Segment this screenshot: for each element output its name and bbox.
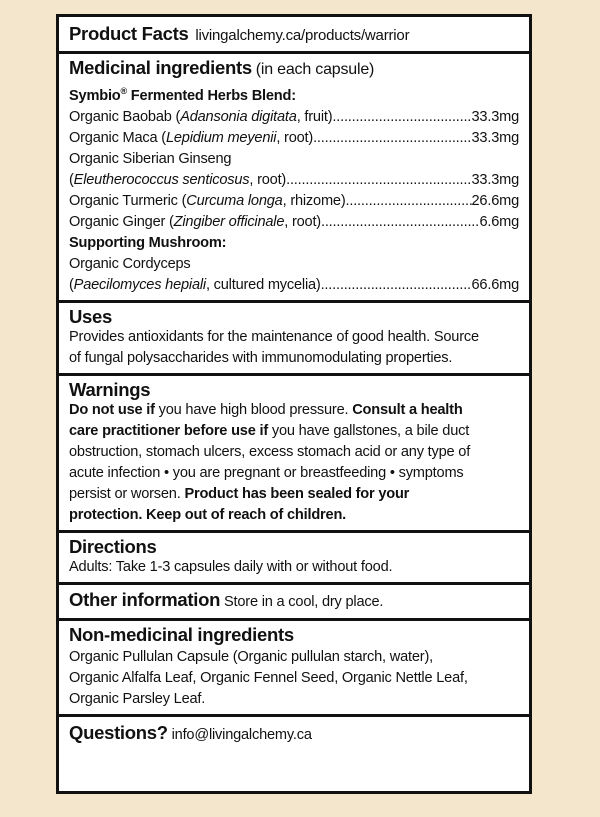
ingredient-name: ( <box>69 276 74 293</box>
leader-dots <box>345 191 471 212</box>
product-facts-label <box>56 14 532 794</box>
ingredient-amount: 66.6mg <box>471 276 519 293</box>
ingredient-row <box>69 128 519 149</box>
warning-bold: Consult a health <box>352 401 463 418</box>
ingredient-latin: Paecilomyces hepiali <box>73 276 206 293</box>
non-medicinal-line: Organic Parsley Leaf. <box>69 690 206 707</box>
uses-heading: Uses <box>69 305 113 327</box>
ingredient-amount: 26.6mg <box>471 192 519 209</box>
other-information-section <box>59 585 529 621</box>
warning-line: acute infection • you are pregnant or breastfeeding • symptoms <box>69 464 464 481</box>
product-url: livingalchemy.ca/products/warrior <box>195 27 410 44</box>
ingredient-name: ( <box>69 171 74 188</box>
medicinal-heading: Medicinal ingredients <box>69 57 252 78</box>
directions-section <box>59 533 529 585</box>
other-information-heading: Other information <box>69 588 221 610</box>
ingredient-part: , rhizome) <box>282 192 346 209</box>
warning-bold: Do not use if <box>69 401 155 418</box>
leader-dots <box>286 170 471 191</box>
ingredient-name-line: Organic Siberian Ginseng <box>69 150 232 167</box>
leader-dots <box>313 128 471 149</box>
ingredient-row <box>69 170 519 191</box>
contact-email[interactable]: info@livingalchemy.ca <box>167 726 312 743</box>
ingredient-name: Organic Maca ( <box>69 129 166 146</box>
warning-line <box>69 484 519 505</box>
ingredient-part: , cultured mycelia) <box>205 276 321 293</box>
warning-line <box>69 421 519 442</box>
uses-line: of fungal polysaccharides with immunomodulating properties. <box>69 349 453 366</box>
non-medicinal-heading: Non-medicinal ingredients <box>69 623 294 645</box>
questions-heading: Questions? <box>69 721 168 743</box>
non-medicinal-line: Organic Pullulan Capsule (Organic pullulan starch, water), <box>69 648 433 665</box>
non-medicinal-section <box>59 621 529 717</box>
product-facts-section <box>59 17 529 54</box>
warning-bold: Product has been sealed for your <box>184 485 410 502</box>
blend-title-rest: Fermented Herbs Blend: <box>126 87 296 104</box>
product-facts-heading: Product Facts <box>69 23 189 44</box>
ingredient-amount: 33.3mg <box>471 108 519 125</box>
warning-line: obstruction, stomach ulcers, excess stomach acid or any type of <box>69 443 471 460</box>
medicinal-subheading: (in each capsule) <box>255 61 375 78</box>
warning-text: you have high blood pressure. <box>154 401 353 418</box>
warning-line <box>69 400 519 421</box>
ingredient-amount: 33.3mg <box>471 129 519 146</box>
ingredient-latin: Zingiber officinale <box>173 213 285 230</box>
other-information-text: Store in a cool, dry place. <box>220 593 384 610</box>
questions-section <box>59 717 529 750</box>
registered-mark: ® <box>120 86 127 96</box>
blend-title-name: Symbio <box>69 87 121 104</box>
ingredient-row <box>69 107 519 128</box>
directions-text: Adults: Take 1-3 capsules daily with or without food. <box>69 558 393 575</box>
ingredient-part: , fruit) <box>296 108 333 125</box>
medicinal-ingredients-section <box>59 54 529 303</box>
blend-title <box>69 81 519 107</box>
warning-bold: care practitioner before use if <box>69 422 268 439</box>
ingredient-part: , root) <box>249 171 287 188</box>
leader-dots <box>332 107 471 128</box>
ingredient-latin: Lepidium meyenii <box>165 129 277 146</box>
ingredient-name: Organic Ginger ( <box>69 213 174 230</box>
directions-heading: Directions <box>69 535 157 557</box>
warning-text: you have gallstones, a bile duct <box>268 422 470 439</box>
ingredient-latin: Eleutherococcus senticosus <box>73 171 250 188</box>
leader-dots <box>321 275 472 296</box>
ingredient-part: , root) <box>276 129 314 146</box>
warnings-section <box>59 376 529 533</box>
ingredient-part: , root) <box>284 213 321 230</box>
mushroom-name-line: Organic Cordyceps <box>69 255 191 272</box>
ingredient-row <box>69 275 519 296</box>
supporting-title: Supporting Mushroom: <box>69 234 227 251</box>
uses-section <box>59 303 529 376</box>
ingredient-name: Organic Turmeric ( <box>69 192 187 209</box>
warning-line: protection. Keep out of reach of children. <box>69 506 347 523</box>
ingredient-name: Organic Baobab ( <box>69 108 181 125</box>
ingredient-amount: 6.6mg <box>479 213 519 230</box>
ingredient-amount: 33.3mg <box>471 171 519 188</box>
ingredient-latin: Adansonia digitata <box>180 108 297 125</box>
warnings-heading: Warnings <box>69 378 151 400</box>
non-medicinal-line: Organic Alfalfa Leaf, Organic Fennel Seed, Organic Nettle Leaf, <box>69 669 468 686</box>
ingredient-row <box>69 191 519 212</box>
ingredient-row <box>69 212 519 233</box>
warning-text: persist or worsen. <box>69 485 185 502</box>
uses-line: Provides antioxidants for the maintenance of good health. Source <box>69 328 479 345</box>
ingredient-latin: Curcuma longa <box>186 192 283 209</box>
leader-dots <box>321 212 479 233</box>
